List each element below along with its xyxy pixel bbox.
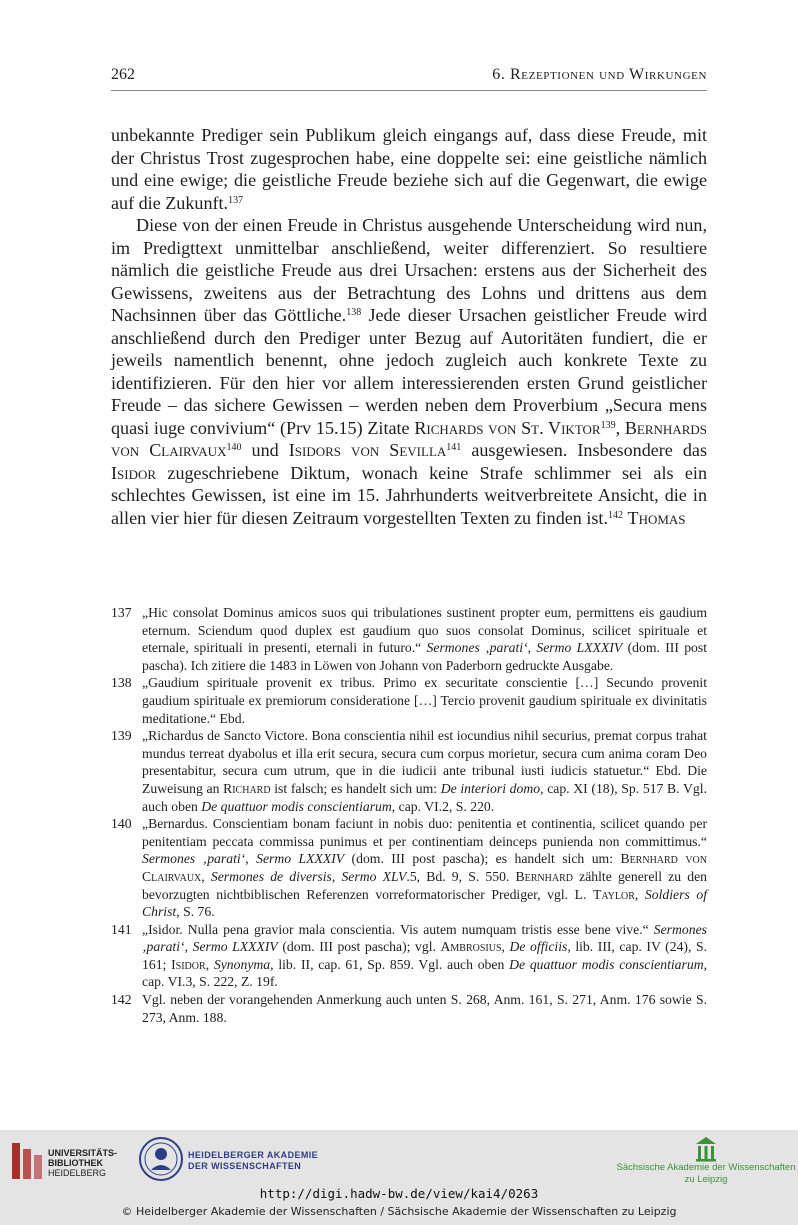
work-title: Soldiers of Christ: [142, 886, 707, 920]
text-run: .5, Bd. 9, S. 550.: [406, 868, 516, 884]
running-title: 6. Rezeptionen und Wirkungen: [492, 66, 707, 83]
work-title: Synonyma: [213, 956, 271, 972]
ub-line: UNIVERSITÄTS-: [48, 1148, 118, 1158]
saw-line: zu Leipzig: [684, 1174, 728, 1185]
text-run: ,: [184, 939, 193, 955]
text-run: , S. 76.: [176, 904, 215, 920]
footnote-ref-140[interactable]: 140: [226, 442, 242, 453]
academy-building-icon: [695, 1136, 717, 1162]
ub-emblem-icon: [10, 1139, 44, 1183]
work-title: Sermo LXXXIV: [536, 640, 623, 656]
footnote-number: 140: [111, 816, 132, 832]
page-header: [111, 66, 707, 91]
text-run: Jede dieser Ursachen geistlicher Freude wird anschließend durch den Prediger unter Bezug auf Autoritäten fundiert, die er jeweils namentlich benennt, ohne jedoch zugleich auch konkrete Texte zu identifizieren. Für den hier vor allem interessierenden ersten Grund geistlicher Freude – das sichere Gewissen – werden neben dem Proverbium „Secura mens quasi iuge convivium“ (Prv 15.15) Zitate: [111, 305, 708, 438]
paragraph-2: [111, 214, 707, 529]
main-text: [111, 124, 707, 529]
text-run: , lib. II, cap. 61, Sp. 859. Vgl. auch oben: [270, 956, 510, 972]
author-name: Richards von St. Viktor: [414, 417, 601, 438]
saw-logo-text: [616, 1162, 796, 1186]
ub-logo-text: [48, 1148, 117, 1178]
author-name: Taylor: [593, 886, 635, 902]
text-run: (dom. III post pascha); vgl.: [277, 939, 441, 955]
footnote-ref-141[interactable]: 141: [446, 442, 462, 453]
copyright-notice: © Heidelberger Akademie der Wissenschaften / Sächsische Akademie der Wissenschaften zu Leipzig: [121, 1205, 677, 1218]
footnote-ref-139[interactable]: 139: [600, 419, 616, 431]
footnote-ref-137[interactable]: 137: [228, 194, 244, 206]
work-title: De interiori domo: [440, 780, 541, 796]
work-title: De quattuor modis conscientiarum: [509, 956, 704, 972]
text-run: (dom. III post pascha); es handelt sich um:: [344, 851, 621, 867]
text-run: , cap. XI (18), Sp. 517 B. Vgl. auch oben: [142, 780, 707, 814]
text-run: „Bernardus. Conscientiam bonam faciunt in nobis duo: penitentia et continentia, scilicet quando per penitentiam peccata commissa punimus et per continentiam deinceps punienda non committimus.“: [142, 816, 707, 849]
work-title: Sermo LXXXIV: [256, 851, 345, 867]
hadw-line: HEIDELBERGER AKADEMIE: [188, 1150, 319, 1160]
work-title: Sermones ‚parati‘: [142, 921, 707, 955]
author-name: Ambrosius: [440, 939, 502, 955]
text-run: „Richardus de Sancto Victore. Bona conscientia nihil est iocundius nihil securius, premat corpus trahat mundus terreat dyabolus et illa erit secura, secura cum corpus morietur, secura cum anima coram Deo presentabitur, secura cum utrum, que in die iudicii ante tribunal iusti iudicis statuetur.“ Ebd. Die Zuweisung an: [142, 728, 707, 796]
ub-heidelberg-logo[interactable]: [10, 1139, 140, 1185]
saw-line: Sächsische Akademie der Wissenschaften: [616, 1162, 796, 1173]
hadw-line: DER WISSENSCHAFTEN: [188, 1161, 302, 1171]
work-title: Sermo LXXXIV: [192, 939, 278, 955]
footnote-ref-142[interactable]: 142: [608, 509, 623, 521]
paragraph-1: [111, 124, 707, 214]
text-run: „Hic consolat Dominus amicos suos qui tribulationes sustinent propter eum, permittens eis gaudium eternum. Sciendum quod duplex est gaudium quo suos consolat Dominus, scilicet spirituale et eternale, spirituali in presenti, eternali in futuro.“: [142, 605, 707, 656]
footnote-number: 142: [111, 992, 132, 1008]
text-run: Vgl. neben der vorangehenden Anmerkung auch unten S. 268, Anm. 161, S. 271, Anm. 176 sowie S. 273, Anm. 188.: [142, 992, 707, 1025]
text-run: ,: [527, 640, 537, 656]
footnote-140: [111, 815, 707, 921]
text-run: unbekannte Prediger sein Publikum gleich eingangs auf, dass diese Freude, mit der Christus Trost zugesprochen habe, eine doppelte sei: eine geistliche nämlich und eine ewige; die geistliche Freude beziehe sich auf die Gegenwart, die ewige auf die Zukunft.: [111, 125, 707, 213]
text-run: ist falsch; es handelt sich um:: [270, 780, 441, 796]
hadw-logo-text: [188, 1150, 318, 1172]
work-title: Sermones ‚parati‘: [426, 640, 528, 656]
footnote-142: [111, 991, 707, 1026]
work-title: Sermones de diversis: [210, 868, 332, 884]
footnote-ref-138[interactable]: 138: [346, 307, 362, 318]
text-run: zugeschriebene Diktum, wonach keine Strafe schlimmer sei als ein schlechtes Gewissen, ist eine im 15. Jahrhunderts weitverbreitete Ansicht, die in allen vier hier für diesen Zeitraum vorgestellten Texten zu finden ist.: [111, 462, 707, 528]
footnote-137: [111, 604, 707, 674]
text-run: , lib. III, cap. IV (24), S. 161;: [142, 939, 708, 972]
author-name: Bernhard: [515, 868, 573, 884]
footnotes: [111, 604, 707, 1026]
author-name: Thomas: [627, 507, 686, 528]
author-name: Isidors von Sevilla: [288, 440, 447, 460]
work-title: De quattuor modis conscientiarum: [201, 798, 392, 814]
text-run: , cap. VI.3, S. 222, Z. 19f.: [142, 956, 708, 990]
text-run: (dom. III post pascha). Ich zitiere die 1483 in Löwen von Johann von Paderborn gedruckte Ausgabe.: [142, 640, 708, 673]
text-run: ,: [331, 868, 342, 884]
text-run: zählte generell zu den bevorzugten nichtbiblischen Referenzen vorreformatorischer Prediger, vgl. L.: [142, 868, 708, 902]
text-run: ,: [501, 939, 510, 955]
text-run: ,: [634, 886, 645, 902]
text-run: ,: [205, 956, 214, 972]
text-run: , cap. VI.2, S. 220.: [391, 798, 495, 814]
text-run: Diese von der einen Freude in Christus ausgehende Unterscheidung wird nun, im Predigttext unmittelbar anschließend, weiter differenziert. So resultiere nämlich die geistliche Freude aus drei Ursachen: erstens aus der Sicherheit des Gewissens, zweitens aus der Betrachtung des Lohns und drittens aus dem Nachsinnen über das Göttliche.: [111, 215, 707, 325]
ub-line: BIBLIOTHEK: [48, 1158, 103, 1168]
permalink-url[interactable]: http://digi.hadw-bw.de/view/kai4/0263: [259, 1186, 539, 1201]
text-run: „Isidor. Nulla pena gravior mala conscientia. Vis autem numquam tristis esse bene vive.“: [142, 921, 654, 937]
academy-seal-icon: [138, 1136, 184, 1182]
footnote-141: [111, 921, 707, 991]
work-title: De officiis: [509, 939, 568, 955]
author-name: Bernhards von Clairvaux: [111, 417, 707, 460]
author-name: Richard: [223, 780, 271, 796]
author-name: Isidor: [111, 462, 157, 483]
footnote-139: [111, 727, 707, 815]
text-run: ausgewiesen. Insbesondere das: [461, 440, 708, 460]
footnote-138: [111, 674, 707, 727]
footnote-number: 139: [111, 728, 132, 744]
text-run: „Gaudium spirituale provenit ex tribus. Primo ex securitate conscientie […] Secundo provenit gaudium spirituale ex premiorum consideratione […] Tercio provenit gaudium spirituale ex divinitatis meditatione.“ Ebd.: [142, 675, 707, 726]
page-number: 262: [111, 66, 135, 83]
work-title: Sermones ‚parati‘: [142, 851, 246, 867]
author-name: Isidor: [171, 956, 206, 972]
text-run: ,: [615, 417, 625, 438]
footnote-number: 138: [111, 675, 132, 691]
author-name: Bernhard von Clairvaux: [142, 851, 707, 884]
ub-line: HEIDELBERG: [48, 1168, 107, 1178]
footnote-number: 137: [111, 605, 132, 620]
work-title: Sermo XLV: [341, 868, 407, 884]
text-run: und: [241, 440, 289, 460]
text-run: ,: [201, 868, 211, 884]
text-run: ,: [245, 851, 257, 867]
footnote-number: 141: [111, 921, 132, 937]
